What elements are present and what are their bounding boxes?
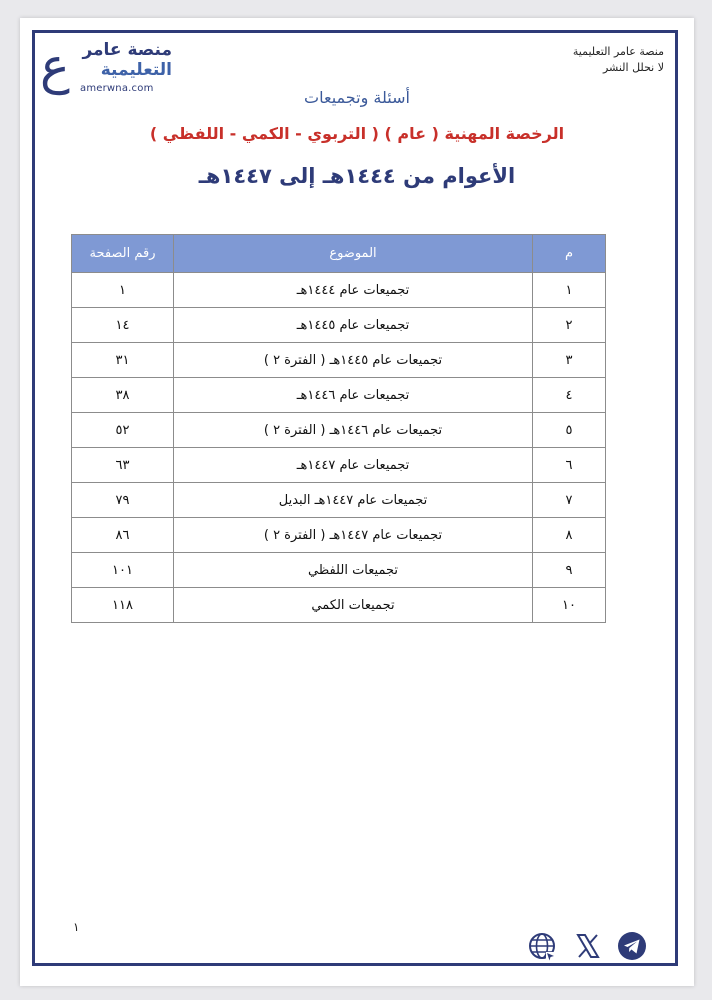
row-topic: تجميعات عام ١٤٤٥هـ <box>174 308 533 343</box>
row-number: ٢ <box>533 308 606 343</box>
table-row[interactable] <box>72 588 606 623</box>
row-number: ٣ <box>533 343 606 378</box>
row-topic: تجميعات اللفظي <box>174 553 533 588</box>
globe-icon[interactable] <box>526 930 558 962</box>
row-page: ٦٣ <box>72 448 174 483</box>
table-row[interactable] <box>72 378 606 413</box>
row-page: ١ <box>72 273 174 308</box>
row-number: ١٠ <box>533 588 606 623</box>
logo-url: amerwna.com <box>80 83 154 94</box>
row-page: ٧٩ <box>72 483 174 518</box>
row-page: ١٤ <box>72 308 174 343</box>
row-number: ١ <box>533 273 606 308</box>
table-row[interactable] <box>72 343 606 378</box>
row-page: ١٠١ <box>72 553 174 588</box>
logo-mark-icon: ع <box>40 37 70 95</box>
row-topic: تجميعات عام ١٤٤٦هـ ( الفترة ٢ ) <box>174 413 533 448</box>
row-number: ٤ <box>533 378 606 413</box>
table-row[interactable] <box>72 448 606 483</box>
social-links <box>518 930 648 964</box>
row-topic: تجميعات عام ١٤٤٦هـ <box>174 378 533 413</box>
corner-note-line-2: لا نحلل النشر <box>602 61 664 74</box>
table-row[interactable] <box>72 308 606 343</box>
header-number: م <box>533 235 606 273</box>
row-number: ٩ <box>533 553 606 588</box>
logo-line-1: منصة عامر <box>82 40 172 60</box>
table-header-row <box>72 235 606 273</box>
row-page: ١١٨ <box>72 588 174 623</box>
row-number: ٥ <box>533 413 606 448</box>
page-number: ١ <box>73 920 80 934</box>
table-row[interactable] <box>72 273 606 308</box>
row-number: ٨ <box>533 518 606 553</box>
page-heading: أسئلة وتجميعات <box>304 88 410 107</box>
corner-note-line-1: منصة عامر التعليمية <box>572 45 664 58</box>
table-row[interactable] <box>72 518 606 553</box>
years-title: الأعوام من ١٤٤٤هـ إلى ١٤٤٧هـ <box>198 164 516 188</box>
corner-note <box>464 44 664 76</box>
row-topic: تجميعات عام ١٤٤٧هـ ( الفترة ٢ ) <box>174 518 533 553</box>
table-row[interactable] <box>72 483 606 518</box>
header-topic: الموضوع <box>174 235 533 273</box>
table-row[interactable] <box>72 413 606 448</box>
row-number: ٦ <box>533 448 606 483</box>
page-subtitle: الرخصة المهنية ( عام ) ( التربوي - الكمي - اللفظي ) <box>149 124 565 143</box>
row-page: ٣٨ <box>72 378 174 413</box>
row-page: ٨٦ <box>72 518 174 553</box>
row-page: ٣١ <box>72 343 174 378</box>
row-topic: تجميعات الكمي <box>174 588 533 623</box>
row-topic: تجميعات عام ١٤٤٧هـ البديل <box>174 483 533 518</box>
row-number: ٧ <box>533 483 606 518</box>
header-page: رقم الصفحة <box>72 235 174 273</box>
row-topic: تجميعات عام ١٤٤٥هـ ( الفترة ٢ ) <box>174 343 533 378</box>
row-topic: تجميعات عام ١٤٤٤هـ <box>174 273 533 308</box>
row-topic: تجميعات عام ١٤٤٧هـ <box>174 448 533 483</box>
telegram-icon[interactable] <box>616 930 648 962</box>
contents-table <box>71 234 606 623</box>
x-logo-icon[interactable] <box>572 930 604 962</box>
row-page: ٥٢ <box>72 413 174 448</box>
table-row[interactable] <box>72 553 606 588</box>
logo-line-2: التعليمية <box>100 60 172 80</box>
document-page <box>20 18 694 986</box>
